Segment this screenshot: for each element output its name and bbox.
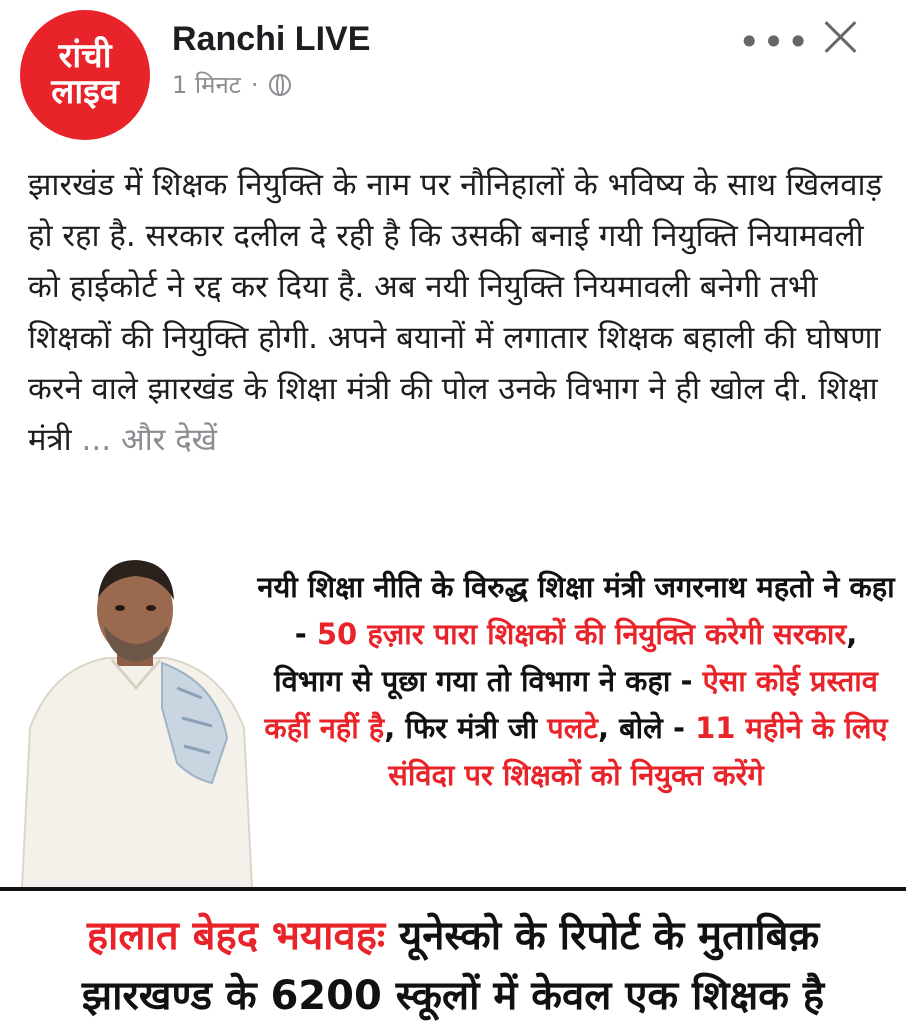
logo-text-line2: लाइव	[51, 72, 119, 112]
see-more-link[interactable]: और देखें	[120, 422, 218, 458]
post-timestamp[interactable]: 1 मिनट	[172, 71, 241, 99]
headline-highlight-4: 11 महीने के लिए संविदा पर शिक्षकों को नियुक्त करेंगे	[388, 711, 888, 792]
headline-part-1: नयी शिक्षा नीति के विरुद्ध शिक्षा मंत्री जगरनाथ महतो ने कहा -	[257, 570, 895, 651]
close-icon[interactable]	[820, 16, 860, 56]
logo-text-line1: रांची	[58, 36, 112, 77]
bottom-headline-line2: झारखण्ड के 6200 स्कूलों में केवल एक शिक्षक है	[81, 973, 825, 1019]
image-headline	[256, 564, 896, 799]
bottom-headline-line1	[0, 906, 906, 961]
headline-highlight-3: पलटे	[547, 711, 598, 745]
image-divider	[0, 887, 906, 891]
bottom-highlight: हालात बेहद भयावहः	[86, 913, 386, 959]
page-name-link[interactable]: Ranchi LIVE	[172, 20, 371, 58]
headline-highlight-2: ऐसा कोई प्रस्ताव कहीं नहीं है	[264, 664, 878, 745]
minister-photo	[12, 548, 260, 888]
ellipsis: ...	[81, 422, 112, 458]
globe-icon	[269, 74, 291, 96]
headline-part-4: , बोले -	[598, 711, 696, 745]
page-avatar[interactable]	[20, 10, 150, 140]
post-image[interactable]	[0, 540, 906, 1024]
post-body	[28, 160, 888, 466]
headline-part-3: , फिर मंत्री जी	[384, 711, 548, 745]
headline-part-2: , विभाग से पूछा गया तो विभाग ने कहा -	[274, 617, 858, 698]
more-options-button[interactable]: •••	[738, 20, 812, 64]
post-header	[0, 0, 906, 150]
post-meta	[172, 68, 291, 101]
headline-highlight-1: 50 हज़ार पारा शिक्षकों की नियुक्ति करेगी सरकार	[316, 617, 847, 651]
bottom-line1-text: यूनेस्को के रिपोर्ट के मुताबिक़	[385, 913, 820, 959]
meta-separator: ·	[250, 70, 259, 99]
post-text: झारखंड में शिक्षक नियुक्ति के नाम पर नौनिहालों के भविष्य के साथ खिलवाड़ हो रहा है. सरकार दलील दे रही है कि उसकी बनाई गयी नियुक्ति नियामवली को हाईकोर्ट ने रद्द कर दिया है. अब नयी नियुक्ति नियमावली बनेगी तभी शिक्षकों की नियुक्ति होगी. अपने बयानों में लगातार शिक्षक बहाली की घोषणा करने वाले झारखंड के शिक्षा मंत्री की पोल उनके विभाग ने ही खोल दी. शिक्षा मंत्री	[28, 167, 883, 458]
